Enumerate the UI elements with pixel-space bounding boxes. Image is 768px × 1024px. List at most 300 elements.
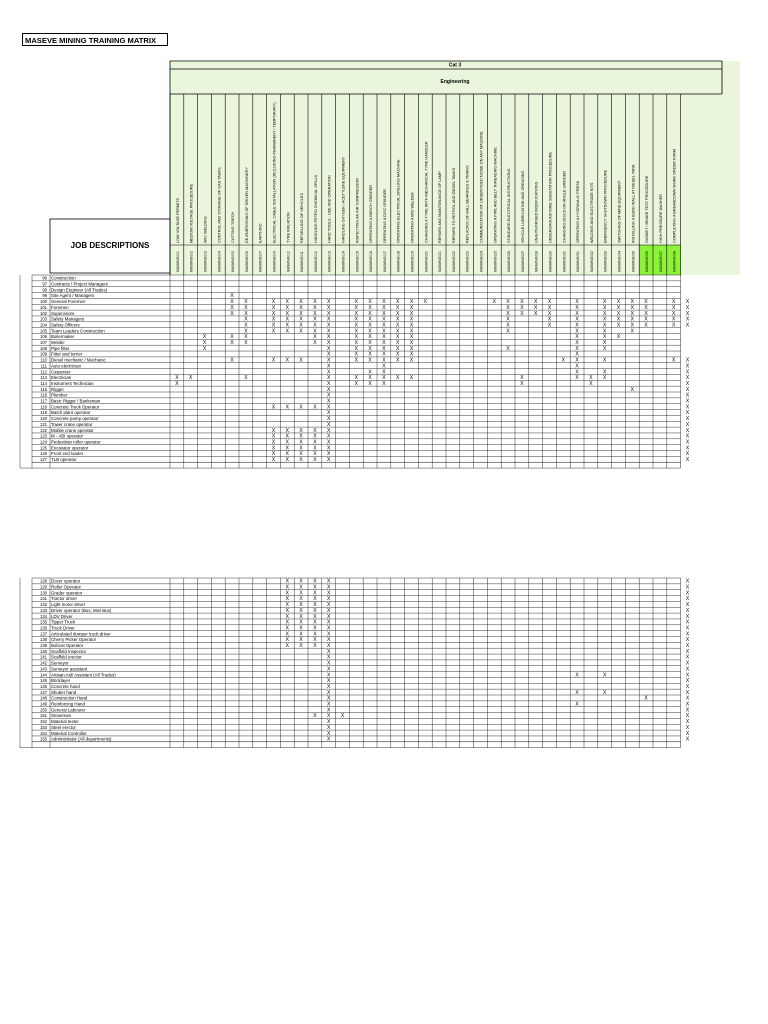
course-mark: X (520, 299, 524, 306)
course-mark: X (313, 404, 317, 411)
course-mark: X (561, 357, 565, 364)
course-mark: X (603, 299, 607, 306)
course-mark: X (547, 310, 552, 317)
course-mark: X (630, 322, 634, 329)
course-mark: X (368, 310, 372, 317)
job-descriptions-label: JOB DESCRIPTIONS (70, 241, 150, 250)
job-description: Foremen (51, 304, 69, 310)
course-mark: X (685, 590, 690, 597)
course-mark: X (685, 421, 690, 428)
course-mark: X (230, 310, 234, 317)
course-mark: X (327, 457, 331, 463)
row-number: 119 (40, 410, 47, 416)
job-description: General Foremen (51, 299, 86, 305)
course-code: MASMNG030 (562, 251, 567, 272)
course-mark: X (327, 345, 331, 352)
course-mark: X (630, 304, 634, 311)
course-name: EARTHING (258, 223, 263, 243)
course-name: CHANGING A TYRE WITH MECHANICAL TYRE HANDLER (424, 141, 429, 243)
job-description: Welder (51, 340, 65, 345)
cat-label: Cat 3 (448, 62, 462, 69)
row-number: 126 (40, 451, 47, 457)
course-mark: X (630, 386, 634, 393)
course-mark: X (313, 613, 317, 620)
course-mark: X (382, 328, 386, 335)
job-description: Construction Hand (51, 695, 88, 701)
course-mark: X (285, 310, 289, 317)
job-description: Tractor driver (51, 596, 77, 602)
row-number: 113 (40, 375, 47, 381)
row-number: 102 (40, 310, 47, 316)
row-number: 144 (40, 672, 47, 678)
course-mark: X (603, 357, 607, 364)
row-number: 136 (40, 625, 47, 631)
course-mark: X (327, 689, 331, 696)
row-number: 148 (40, 695, 47, 701)
course-mark: X (299, 310, 303, 317)
course-mark: X (644, 310, 648, 317)
course-mark: X (327, 701, 331, 708)
course-mark: X (313, 578, 317, 585)
row-number: 97 (42, 281, 47, 287)
course-mark: X (685, 427, 690, 434)
row-number: 145 (40, 678, 47, 684)
engineering-label: Engineering (440, 79, 470, 85)
course-mark: X (575, 310, 579, 317)
course-mark: X (285, 304, 289, 311)
course-mark: X (327, 648, 331, 655)
course-mark: X (368, 357, 372, 364)
course-mark: X (685, 707, 690, 714)
job-description: Pipe fitter (51, 345, 70, 351)
job-description: Scaffold erector (51, 654, 82, 660)
job-description: Supervisors (51, 310, 75, 316)
row-number: 115 (40, 386, 47, 392)
row-number: 99 (42, 293, 47, 299)
course-mark: X (285, 357, 289, 364)
course-mark: X (409, 345, 414, 352)
row-number: 135 (40, 619, 47, 625)
course-name: HIGH PRESSURE WASHER (658, 193, 663, 243)
course-mark: X (685, 322, 690, 329)
course-name: ELECTRICAL CABLE INSTALLATION (INCLUDING PERMANENT / TEMPORARY) (272, 102, 277, 243)
course-mark: X (202, 340, 207, 346)
course-mark: X (313, 427, 317, 434)
job-description: M - ABI operator (51, 433, 83, 439)
row-number: 118 (40, 404, 47, 410)
row-number: 154 (40, 730, 47, 736)
course-name: OPERATING A MIG WELDER (410, 192, 415, 243)
course-mark: X (285, 590, 289, 597)
course-mark: X (313, 322, 317, 329)
course-mark: X (327, 730, 331, 737)
course-mark: X (409, 299, 414, 306)
course-mark: X (685, 316, 690, 323)
course-mark: X (382, 334, 386, 341)
course-name: VEHICLE LUBRICATION AND GREASING (520, 170, 525, 243)
course-mark: X (506, 304, 510, 311)
course-mark: X (520, 304, 524, 311)
course-code: MASMNG013 (327, 251, 332, 272)
course-mark: X (271, 457, 276, 463)
course-mark: X (271, 427, 276, 434)
course-mark: X (313, 584, 317, 591)
course-mark: X (547, 322, 552, 329)
job-description: Pedestrian roller operator (51, 439, 101, 445)
job-description: Surveyor (51, 660, 69, 666)
course-mark: X (616, 310, 621, 317)
course-mark: X (327, 660, 331, 667)
course-code: MASMNG028 (534, 251, 539, 272)
row-number: 100 (40, 299, 47, 305)
course-mark: X (285, 619, 289, 626)
course-mark: X (630, 316, 634, 323)
course-mark: X (271, 404, 276, 411)
section-1-rows (20, 275, 690, 468)
course-name: STANDARD ELECTRICAL INSTRUCTIONS (507, 168, 512, 243)
course-mark: X (685, 375, 690, 382)
course-mark: X (409, 304, 414, 311)
course-mark: X (575, 316, 579, 323)
course-mark: X (313, 625, 317, 632)
course-mark: X (630, 310, 634, 317)
course-mark: X (313, 643, 317, 649)
course-code: MASMNG018 (396, 251, 401, 272)
course-mark: X (285, 637, 289, 644)
course-mark: X (630, 299, 634, 306)
course-mark: X (299, 607, 303, 614)
row-number: 107 (40, 340, 47, 345)
course-mark: X (685, 445, 690, 452)
course-mark: X (685, 648, 690, 655)
course-code: MASMNG012 (313, 251, 318, 272)
course-mark: X (299, 404, 303, 411)
course-mark: X (575, 304, 579, 311)
course-mark: X (685, 730, 690, 737)
course-mark: X (285, 578, 289, 585)
course-mark: X (313, 439, 317, 446)
course-name: INSPECTING AN AIR COMPRESSOR (355, 178, 360, 243)
row-number: 121 (40, 421, 47, 427)
course-mark: X (506, 322, 510, 329)
course-mark: X (327, 619, 331, 626)
course-mark: X (327, 445, 331, 452)
course-mark: X (354, 380, 358, 387)
course-mark: X (575, 357, 579, 364)
course-mark: X (244, 310, 248, 317)
course-mark: X (589, 380, 593, 387)
course-mark: X (685, 660, 690, 667)
course-mark: X (685, 310, 690, 317)
course-mark: X (327, 695, 331, 702)
course-mark: X (313, 445, 317, 452)
course-mark: X (685, 672, 690, 679)
row-number: 153 (40, 724, 47, 730)
job-description: Electrician (51, 375, 72, 381)
course-mark: X (396, 328, 400, 335)
job-description: Stoneman (51, 713, 72, 719)
course-mark: X (327, 631, 331, 638)
course-mark: X (685, 736, 690, 743)
row-number: 130 (40, 590, 47, 596)
course-mark: X (299, 619, 303, 626)
row-number: 124 (40, 439, 47, 445)
course-mark: X (327, 643, 331, 649)
course-mark: X (368, 369, 372, 376)
course-mark: X (354, 345, 358, 352)
course-code: MASMNG014 (341, 251, 346, 272)
course-code: MASMNG037 (658, 251, 663, 272)
course-mark: X (685, 724, 690, 731)
row-number: 131 (40, 596, 47, 602)
course-name: CHANGING DISCS ON ANGLE GRINDER (562, 170, 567, 243)
course-mark: X (327, 713, 331, 720)
course-mark: X (589, 375, 593, 382)
course-mark: X (644, 316, 648, 323)
course-mark: X (285, 439, 289, 446)
job-description: Shutter hand (51, 689, 77, 695)
course-mark: X (616, 316, 621, 323)
job-description: Tipper Truck (51, 619, 76, 625)
course-mark: X (685, 654, 690, 661)
course-name: OPERATING A BENCH GRINDER (369, 184, 374, 243)
course-code: MASMNG021 (438, 251, 443, 272)
course-code: MASMNG009 (272, 251, 277, 272)
course-mark: X (382, 357, 386, 364)
course-mark: X (575, 672, 579, 679)
course-mark: X (396, 299, 400, 306)
course-mark: X (285, 631, 289, 638)
job-description: Material tester (51, 719, 79, 725)
course-mark: X (368, 375, 372, 382)
row-number: 98 (42, 287, 47, 293)
course-mark: X (685, 637, 690, 644)
row-number: 140 (40, 648, 47, 654)
job-description: Safety Officers (51, 322, 80, 328)
course-mark: X (202, 334, 207, 341)
course-code: MASMNG007 (258, 251, 263, 272)
course-mark: X (382, 299, 386, 306)
job-description: General Labourer (51, 707, 86, 713)
course-mark: X (685, 404, 690, 411)
course-mark: X (313, 713, 317, 720)
course-mark: X (685, 299, 690, 306)
course-mark: X (603, 345, 607, 352)
job-description: Excavator operator (51, 445, 89, 451)
course-mark: X (271, 328, 276, 335)
course-name: UNDERGROUND MINE SUBSTATION PROCEDURE (548, 152, 553, 243)
course-code: MASMNG019 (410, 251, 415, 272)
course-mark: X (244, 328, 248, 335)
course-mark: X (685, 666, 690, 673)
course-mark: X (285, 584, 289, 591)
job-description: Cherry Picker Operator (51, 637, 97, 643)
course-mark: X (685, 386, 690, 393)
course-mark: X (285, 643, 289, 649)
course-mark: X (327, 392, 331, 399)
course-mark: X (616, 299, 621, 306)
course-mark: X (354, 328, 358, 335)
row-number: 120 (40, 416, 47, 422)
course-name: HANDLING OXYGEN / ACETYLENE EQUIPMENT (341, 156, 346, 243)
job-description: Safety Managers (51, 316, 85, 322)
job-description: Roller Operator (51, 584, 82, 590)
course-name: CUTTING TORCH (231, 211, 236, 243)
course-code: MASMNG034 (617, 251, 622, 272)
course-mark: X (354, 375, 358, 382)
course-mark: X (313, 619, 317, 626)
course-mark: X (299, 625, 303, 632)
job-description: Design Engineer (All Trades) (51, 287, 108, 293)
course-code: MASMNG023 (465, 251, 470, 272)
course-code: MASMNG015 (355, 251, 360, 272)
course-mark: X (313, 596, 317, 603)
course-mark: X (313, 607, 317, 614)
course-mark: X (313, 631, 317, 638)
course-mark: X (285, 404, 289, 411)
matrix-title: MASEVE MINING TRAINING MATRIX (22, 33, 168, 46)
course-name: MEDIUM VOLTAGE PROCEDURE (189, 183, 194, 243)
course-name: REPAIRS AND MAINTENANCE OF LAMP (438, 171, 443, 243)
course-mark: X (327, 439, 331, 446)
course-mark: X (327, 410, 331, 417)
course-mark: X (672, 357, 676, 364)
course-code: MASMNG011 (300, 251, 305, 272)
course-mark: X (285, 328, 289, 335)
course-mark: X (396, 304, 400, 311)
course-mark: X (299, 304, 303, 311)
row-number: 101 (40, 304, 47, 310)
course-mark: X (327, 380, 331, 387)
job-description: Site Agent / Managers (51, 293, 95, 299)
course-mark: X (299, 602, 303, 609)
course-mark: X (382, 375, 386, 382)
course-mark: X (299, 451, 303, 458)
course-mark: X (685, 439, 690, 446)
course-mark: X (534, 310, 538, 317)
course-mark: X (271, 310, 276, 317)
course-name: DE-ENERGISING OF DRIVEN MACHINERY (244, 167, 249, 243)
course-mark: X (685, 701, 690, 708)
course-mark: X (244, 299, 248, 306)
course-code: MASMNG004 (217, 251, 222, 272)
course-mark: X (685, 607, 690, 614)
course-mark: X (354, 299, 358, 306)
course-mark: X (685, 695, 690, 702)
course-mark: X (299, 631, 303, 638)
course-mark: X (244, 304, 248, 311)
job-description: Scaffold Inspector (51, 648, 87, 654)
course-mark: X (644, 322, 648, 329)
row-number: 152 (40, 719, 47, 725)
course-mark: X (327, 310, 331, 317)
course-mark: X (299, 439, 303, 446)
job-description: Team Leaders Construction (51, 328, 105, 334)
job-description: Batch plant operator (51, 410, 91, 416)
job-description: Articulated dumper truck driver (51, 631, 111, 637)
course-mark: X (382, 369, 386, 376)
course-code: MASMNG017 (382, 251, 387, 272)
course-mark: X (520, 375, 524, 382)
course-name: HANDLING PETRO CHEMICAL SPILLS (313, 174, 318, 243)
row-number: 106 (40, 334, 47, 340)
course-name: WELDING AND ELECTRODE KITS (589, 182, 594, 243)
course-mark: X (409, 310, 414, 317)
course-code: MASMNG005 (231, 251, 236, 272)
course-mark: X (299, 316, 303, 323)
job-description: Contracts / Project Managers (51, 281, 108, 287)
course-mark: X (368, 316, 372, 323)
course-mark: X (575, 328, 579, 335)
course-mark: X (299, 427, 303, 434)
course-mark: X (244, 316, 248, 323)
course-mark: X (271, 299, 276, 306)
course-mark: X (354, 334, 358, 341)
course-mark: X (603, 322, 607, 329)
course-mark: X (354, 322, 358, 329)
row-number: 114 (40, 380, 47, 386)
row-number: 141 (40, 654, 47, 660)
course-mark: X (672, 310, 676, 317)
row-number: 139 (40, 643, 47, 648)
course-mark: X (244, 334, 248, 341)
course-name: REFUELLING OF VEHICLES (300, 192, 305, 243)
course-mark: X (603, 375, 607, 382)
course-mark: X (409, 334, 414, 341)
course-mark: X (299, 322, 303, 329)
course-mark: X (327, 584, 331, 591)
course-mark: X (685, 719, 690, 726)
course-code: MASMNG036 (645, 251, 650, 272)
course-mark: X (409, 357, 414, 364)
row-number: 104 (40, 322, 47, 328)
course-mark: X (313, 457, 317, 463)
course-mark: X (644, 304, 648, 311)
course-code: MASMNG031 (576, 251, 581, 272)
course-mark: X (299, 299, 303, 306)
course-mark: X (520, 380, 524, 387)
course-mark: X (685, 596, 690, 603)
course-mark: X (313, 316, 317, 323)
course-mark: X (368, 380, 372, 387)
course-code: MASMNG027 (520, 251, 525, 272)
course-mark: X (575, 351, 579, 358)
course-mark: X (354, 340, 358, 346)
course-mark: X (644, 695, 648, 702)
course-mark: X (685, 683, 690, 690)
row-number: 108 (40, 345, 47, 351)
row-number: 138 (40, 637, 47, 643)
course-mark: X (327, 607, 331, 614)
job-description: Material Controller (51, 730, 87, 736)
course-code: MASMNG001 (175, 251, 180, 272)
course-mark: X (685, 678, 690, 685)
course-mark: X (575, 340, 579, 346)
course-mark: X (271, 439, 276, 446)
course-mark: X (506, 328, 510, 335)
course-mark: X (685, 619, 690, 626)
course-mark: X (603, 334, 607, 341)
table-row (32, 275, 681, 281)
job-description: Grader operator (51, 590, 83, 596)
course-mark: X (685, 713, 690, 720)
course-mark: X (382, 304, 386, 311)
course-mark: X (244, 340, 248, 346)
job-description: Dozer operator (51, 578, 81, 584)
course-mark: X (313, 637, 317, 644)
course-mark: X (685, 689, 690, 696)
course-mark: X (685, 304, 690, 311)
